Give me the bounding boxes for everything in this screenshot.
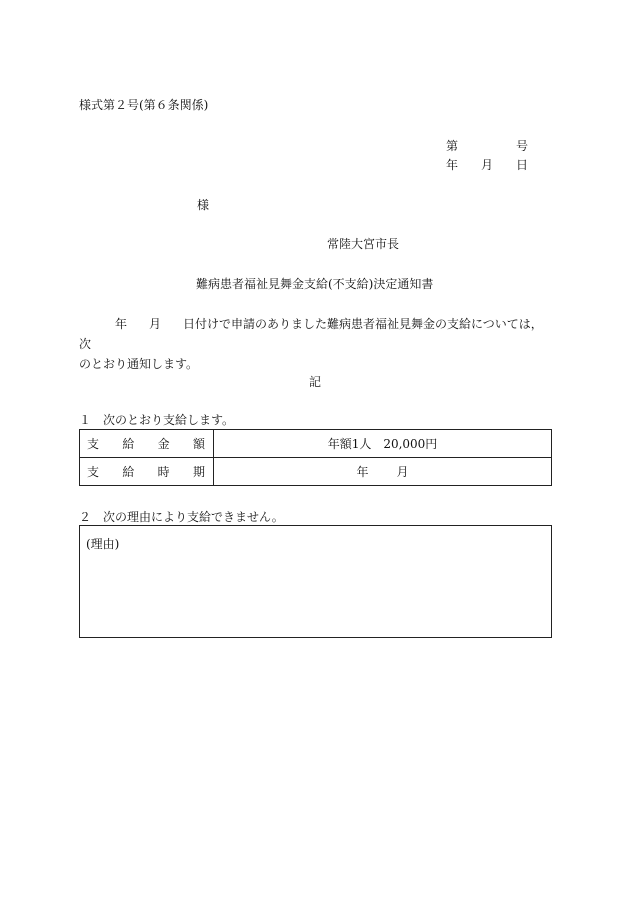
label-char: 額 — [192, 437, 205, 451]
label-char: 期 — [192, 465, 205, 479]
label-char: 給 — [122, 465, 135, 479]
table-row — [80, 458, 552, 486]
reason-box — [79, 525, 552, 638]
label-char: 給 — [122, 437, 135, 451]
payment-amount-label — [80, 430, 214, 458]
addressee-suffix: 様 — [197, 198, 210, 212]
section1-heading: １ 次のとおり支給します。 — [79, 413, 235, 427]
table-row — [80, 430, 552, 458]
date-day: 日 — [516, 158, 529, 172]
body-text-line1: 日付けで申請のありました難病患者福祉見舞金の支給については，次 — [79, 317, 543, 351]
label-char: 支 — [87, 465, 100, 479]
doc-number-suffix: 号 — [516, 139, 529, 153]
issuer: 常陸大宮市長 — [327, 237, 400, 251]
payment-period-label — [80, 458, 214, 486]
payment-period-value — [214, 458, 552, 486]
payment-amount-value: 年額1人 20,000円 — [214, 430, 552, 458]
section2-heading: ２ 次の理由により支給できません。 — [79, 510, 284, 524]
body-month: 月 — [149, 317, 162, 331]
notice-body — [79, 314, 553, 374]
label-char: 時 — [157, 465, 170, 479]
label-char: 金 — [157, 437, 170, 451]
period-year: 年 — [356, 465, 369, 479]
document-title: 難病患者福祉見舞金支給(不支給)決定通知書 — [196, 277, 434, 291]
body-text-line2: のとおり通知します。 — [79, 357, 199, 371]
doc-number-prefix: 第 — [446, 139, 459, 153]
date-month: 月 — [481, 158, 494, 172]
period-month: 月 — [396, 465, 409, 479]
date-year: 年 — [446, 158, 459, 172]
ki-heading: 記 — [309, 375, 322, 389]
form-number: 様式第２号(第６条関係) — [79, 98, 209, 112]
payment-table — [79, 429, 552, 486]
body-year: 年 — [115, 317, 128, 331]
reason-label: (理由) — [86, 537, 120, 551]
label-char: 支 — [87, 437, 100, 451]
